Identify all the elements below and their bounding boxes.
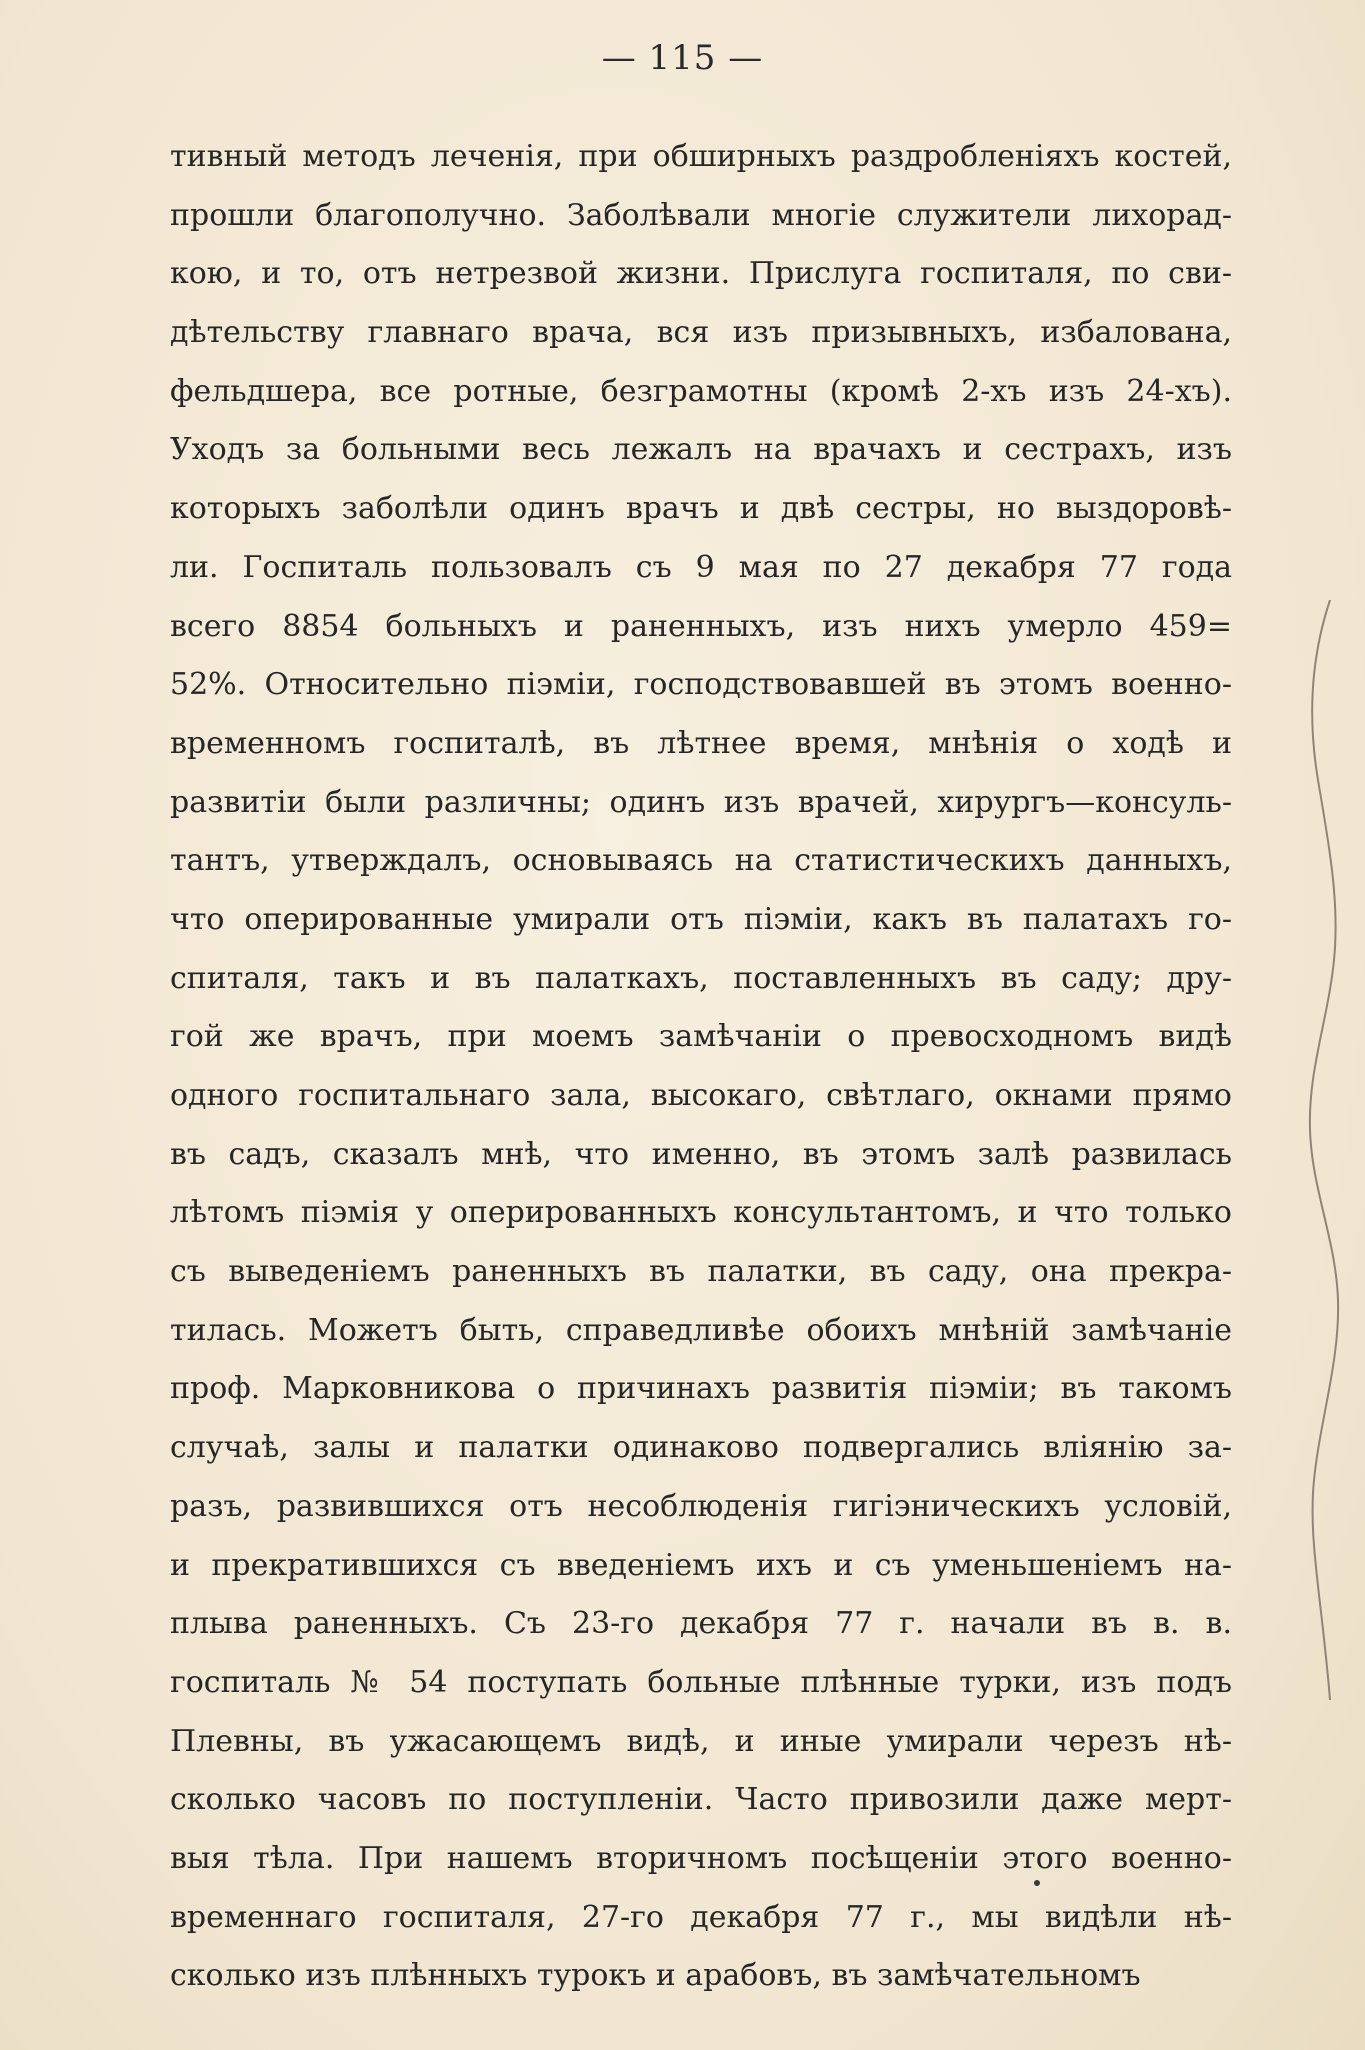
text-line: случаѣ, залы и палатки одинаково подвергались вліянію за- [170,1430,1232,1466]
text-line: и прекратившихся съ введеніемъ ихъ и съ уменьшеніемъ на- [170,1547,1232,1583]
text-line: госпиталь № 54 поступать больные плѣнные турки, изъ подъ [170,1664,1232,1700]
ink-speck [1034,1880,1040,1886]
text-line: съ выведеніемъ раненныхъ въ палатки, въ саду, она прекра- [170,1254,1232,1290]
text-line: выя тѣла. При нашемъ вторичномъ посѣщеніи этого военно- [170,1840,1232,1876]
text-line: которыхъ заболѣли одинъ врачъ и двѣ сестры, но выздоровѣ- [170,491,1232,527]
text-line: Плевны, въ ужасающемъ видѣ, и иные умирали черезъ нѣ- [170,1723,1232,1759]
text-line: 52%. Относительно піэміи, господствовавшей въ этомъ военно- [170,667,1232,703]
text-line: гой же врачъ, при моемъ замѣчаніи о превосходномъ видѣ [170,1019,1232,1055]
text-line: въ садъ, сказалъ мнѣ, что именно, въ этомъ залѣ развилась [170,1136,1232,1172]
text-line: фельдшера, все ротные, безграмотны (кромѣ 2-хъ изъ 24-хъ). [170,373,1232,409]
text-line: плыва раненныхъ. Съ 23-го декабря 77 г. начали въ в. в. [170,1606,1232,1642]
text-line: прошли благополучно. Заболѣвали многіе служители лихорад- [170,197,1232,233]
text-line: спиталя, такъ и въ палаткахъ, поставленныхъ въ саду; дру- [170,960,1232,996]
page-edge-curve [1300,600,1350,1700]
page-number: — 115 — [601,38,764,78]
text-line: тилась. Можетъ быть, справедливѣе обоихъ мнѣній замѣчаніе [170,1312,1232,1348]
text-line: всего 8854 больныхъ и раненныхъ, изъ нихъ умерло 459= [170,608,1232,644]
text-line: кою, и то, отъ нетрезвой жизни. Прислуга госпиталя, по сви- [170,256,1232,292]
text-line: сколько изъ плѣнныхъ турокъ и арабовъ, въ замѣчательномъ [170,1958,1141,1994]
text-line: лѣтомъ піэмія у оперированныхъ консультантомъ, и что только [170,1195,1232,1231]
text-line: временномъ госпиталѣ, въ лѣтнее время, мнѣнія о ходѣ и [170,725,1232,761]
text-line: временнаго госпиталя, 27-го декабря 77 г., мы видѣли нѣ- [170,1899,1232,1935]
text-line: проф. Марковникова о причинахъ развитія піэміи; въ такомъ [170,1371,1232,1407]
text-line: Уходъ за больными весь лежалъ на врачахъ и сестрахъ, изъ [170,432,1232,468]
text-line: сколько часовъ по поступленіи. Часто привозили даже мерт- [170,1782,1232,1818]
text-line: дѣтельству главнаго врача, вся изъ призывныхъ, избалована, [170,315,1232,351]
text-line: одного госпитальнаго зала, высокаго, свѣтлаго, окнами прямо [170,1078,1232,1113]
body-text [170,128,1232,2006]
text-line: тантъ, утверждалъ, основываясь на статистическихъ данныхъ, [170,843,1232,879]
text-line: тивный методъ леченія, при обширныхъ раздробленіяхъ костей, [170,139,1232,174]
text-line: развитіи были различны; одинъ изъ врачей, хирургъ—консуль- [170,784,1232,820]
text-line: что оперированные умирали отъ піэміи, какъ въ палатахъ го- [170,901,1232,937]
text-line: разъ, развившихся отъ несоблюденія гигіэническихъ условій, [170,1488,1232,1524]
text-line: ли. Госпиталь пользовалъ съ 9 мая по 27 декабря 77 года [170,549,1232,585]
